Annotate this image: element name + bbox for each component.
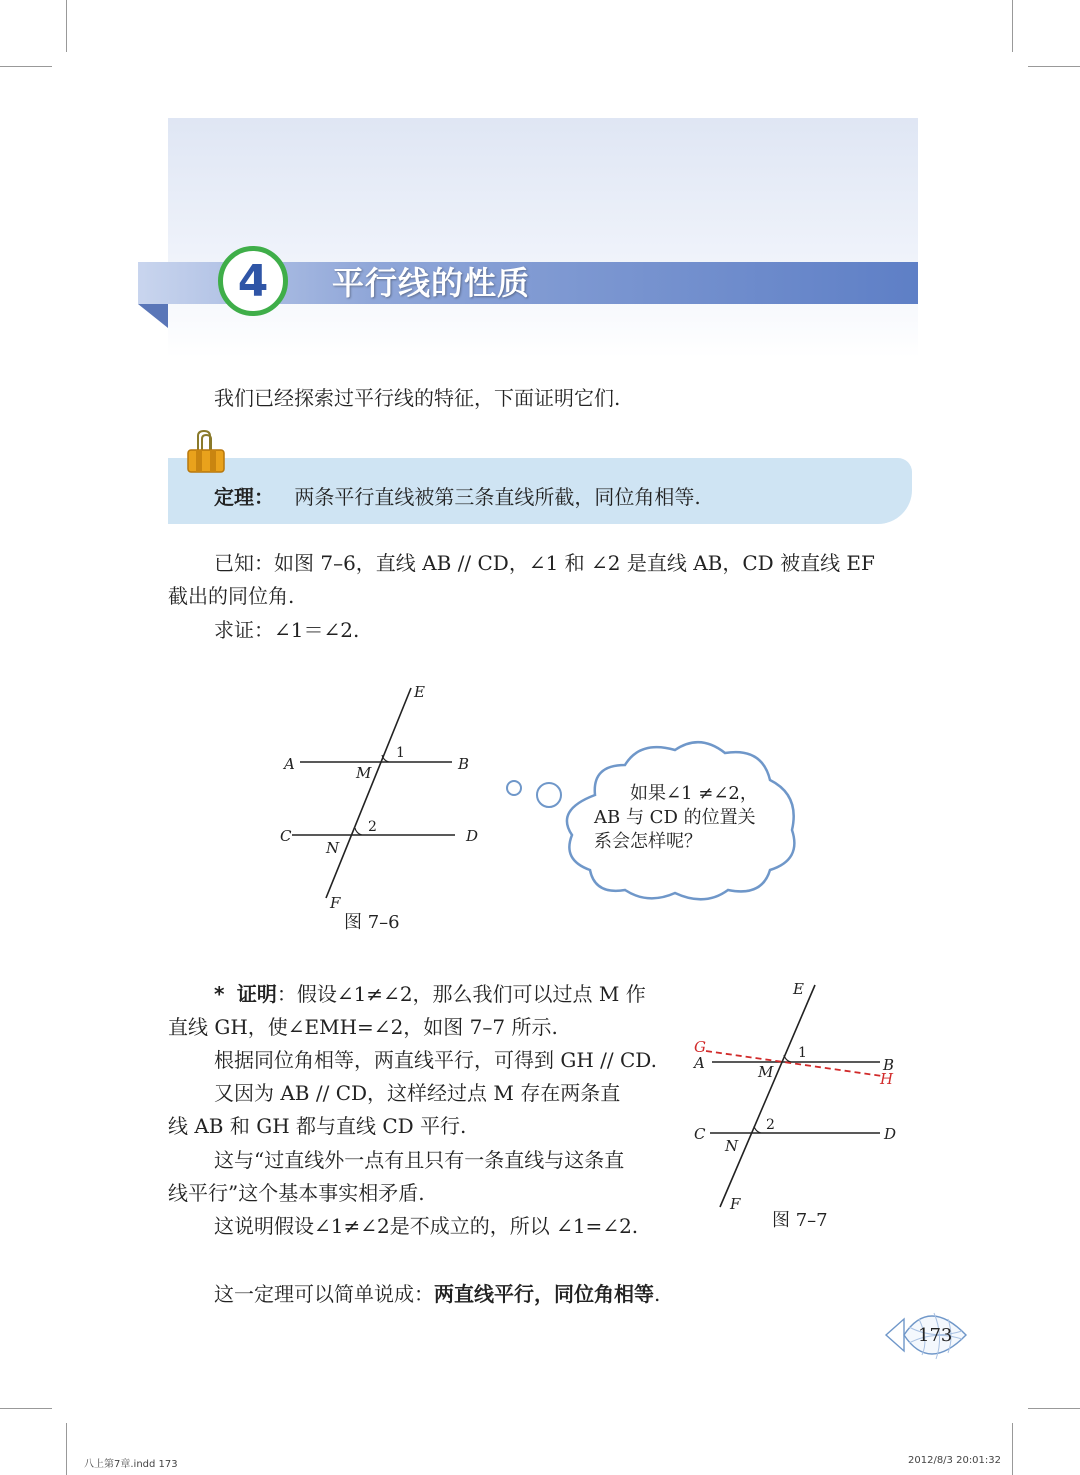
footer-timestamp: 2012/8/3 20:01:32 bbox=[908, 1455, 1002, 1466]
proof-line-4: 又因为 AB // CD，这样经过点 M 存在两条直 bbox=[214, 1081, 621, 1105]
theorem bbox=[214, 481, 701, 514]
label-f: F bbox=[330, 894, 341, 912]
label-m: M bbox=[758, 1063, 774, 1081]
crop-mark bbox=[1028, 1408, 1080, 1409]
crop-mark bbox=[0, 1408, 52, 1409]
page-number-emblem bbox=[884, 1305, 970, 1367]
label-angle-2: 2 bbox=[766, 1117, 775, 1133]
label-d: D bbox=[884, 1125, 897, 1143]
label-d: D bbox=[466, 827, 479, 845]
thought-bubble-text bbox=[594, 782, 758, 854]
section-header-background bbox=[168, 118, 918, 358]
bubble-line-1: 如果∠1 ≠∠2， bbox=[630, 783, 758, 804]
page-number: 173 bbox=[918, 1325, 953, 1346]
line-ef bbox=[326, 688, 411, 898]
figure-7-7 bbox=[690, 975, 910, 1215]
label-b: B bbox=[883, 1056, 895, 1074]
title-band-fold bbox=[138, 304, 168, 328]
crop-mark bbox=[1012, 0, 1013, 52]
angle-2-arc bbox=[355, 828, 362, 835]
intro-text: 我们已经探索过平行线的特征，下面证明它们. bbox=[214, 386, 621, 410]
proof-line-7: 线平行”这个基本事实相矛盾. bbox=[168, 1181, 425, 1205]
label-m: M bbox=[356, 764, 372, 782]
proof-star: * bbox=[214, 982, 225, 1006]
footer-file-info: 八上第7章.indd 173 bbox=[84, 1459, 178, 1470]
binder-clip-icon bbox=[186, 430, 226, 480]
proof-line-5: 线 AB 和 GH 都与直线 CD 平行. bbox=[168, 1114, 467, 1138]
proof-text-1: ：假设∠1≠∠2，那么我们可以过点 M 作 bbox=[276, 982, 646, 1006]
crop-mark bbox=[1028, 66, 1080, 67]
crop-mark bbox=[66, 0, 67, 52]
label-h: H bbox=[880, 1070, 894, 1088]
label-angle-1: 1 bbox=[396, 745, 405, 761]
figure-7-6-caption: 图 7–6 bbox=[344, 912, 400, 933]
label-f: F bbox=[730, 1195, 741, 1213]
label-c: C bbox=[694, 1125, 706, 1143]
label-angle-2: 2 bbox=[368, 819, 377, 835]
crop-mark bbox=[66, 1423, 67, 1475]
proof-line-2: 直线 GH，使∠EMH=∠2，如图 7–7 所示. bbox=[168, 1015, 558, 1039]
label-n: N bbox=[725, 1137, 739, 1155]
proof-line-3: 根据同位角相等，两直线平行，可得到 GH // CD. bbox=[214, 1048, 657, 1072]
bubble-line-3: 系会怎样呢？ bbox=[594, 831, 702, 852]
line-ef bbox=[720, 985, 815, 1207]
label-e: E bbox=[793, 980, 804, 998]
section-title: 平行线的性质 bbox=[332, 264, 531, 302]
proof-label: 证明 bbox=[236, 982, 277, 1006]
label-a: A bbox=[694, 1054, 705, 1072]
label-g: G bbox=[694, 1038, 706, 1056]
proof-line-6: 这与“过直线外一点有且只有一条直线与这条直 bbox=[214, 1148, 625, 1172]
theorem-label: 定理： bbox=[214, 485, 274, 509]
section-number-badge: 4 bbox=[218, 246, 288, 316]
crop-mark bbox=[0, 66, 52, 67]
prove-statement: 求证：∠1＝∠2. bbox=[214, 618, 360, 642]
label-n: N bbox=[326, 839, 340, 857]
given-line-2: 截出的同位角. bbox=[168, 584, 295, 608]
conclusion bbox=[214, 1278, 660, 1311]
line-gh bbox=[706, 1051, 882, 1076]
label-a: A bbox=[284, 755, 295, 773]
conclusion-suffix: . bbox=[654, 1282, 661, 1306]
figure-7-7-caption: 图 7–7 bbox=[772, 1210, 828, 1231]
proof-line-8: 这说明假设∠1≠∠2是不成立的，所以 ∠1=∠2. bbox=[214, 1214, 639, 1238]
conclusion-prefix: 这一定理可以简单说成： bbox=[214, 1282, 434, 1306]
label-e: E bbox=[414, 683, 425, 701]
label-angle-1: 1 bbox=[798, 1045, 807, 1061]
figure-7-6 bbox=[270, 680, 500, 940]
crop-mark bbox=[1012, 1423, 1013, 1475]
label-c: C bbox=[280, 827, 292, 845]
proof-line-1 bbox=[214, 978, 646, 1011]
conclusion-emphasis: 两直线平行，同位角相等 bbox=[434, 1282, 654, 1306]
theorem-statement: 两条平行直线被第三条直线所截，同位角相等. bbox=[294, 485, 701, 509]
label-b: B bbox=[458, 755, 470, 773]
given-line-1: 已知：如图 7–6，直线 AB // CD，∠1 和 ∠2 是直线 AB，CD 被直线 EF bbox=[214, 551, 875, 575]
bubble-line-2: AB 与 CD 的位置关 bbox=[594, 807, 756, 828]
